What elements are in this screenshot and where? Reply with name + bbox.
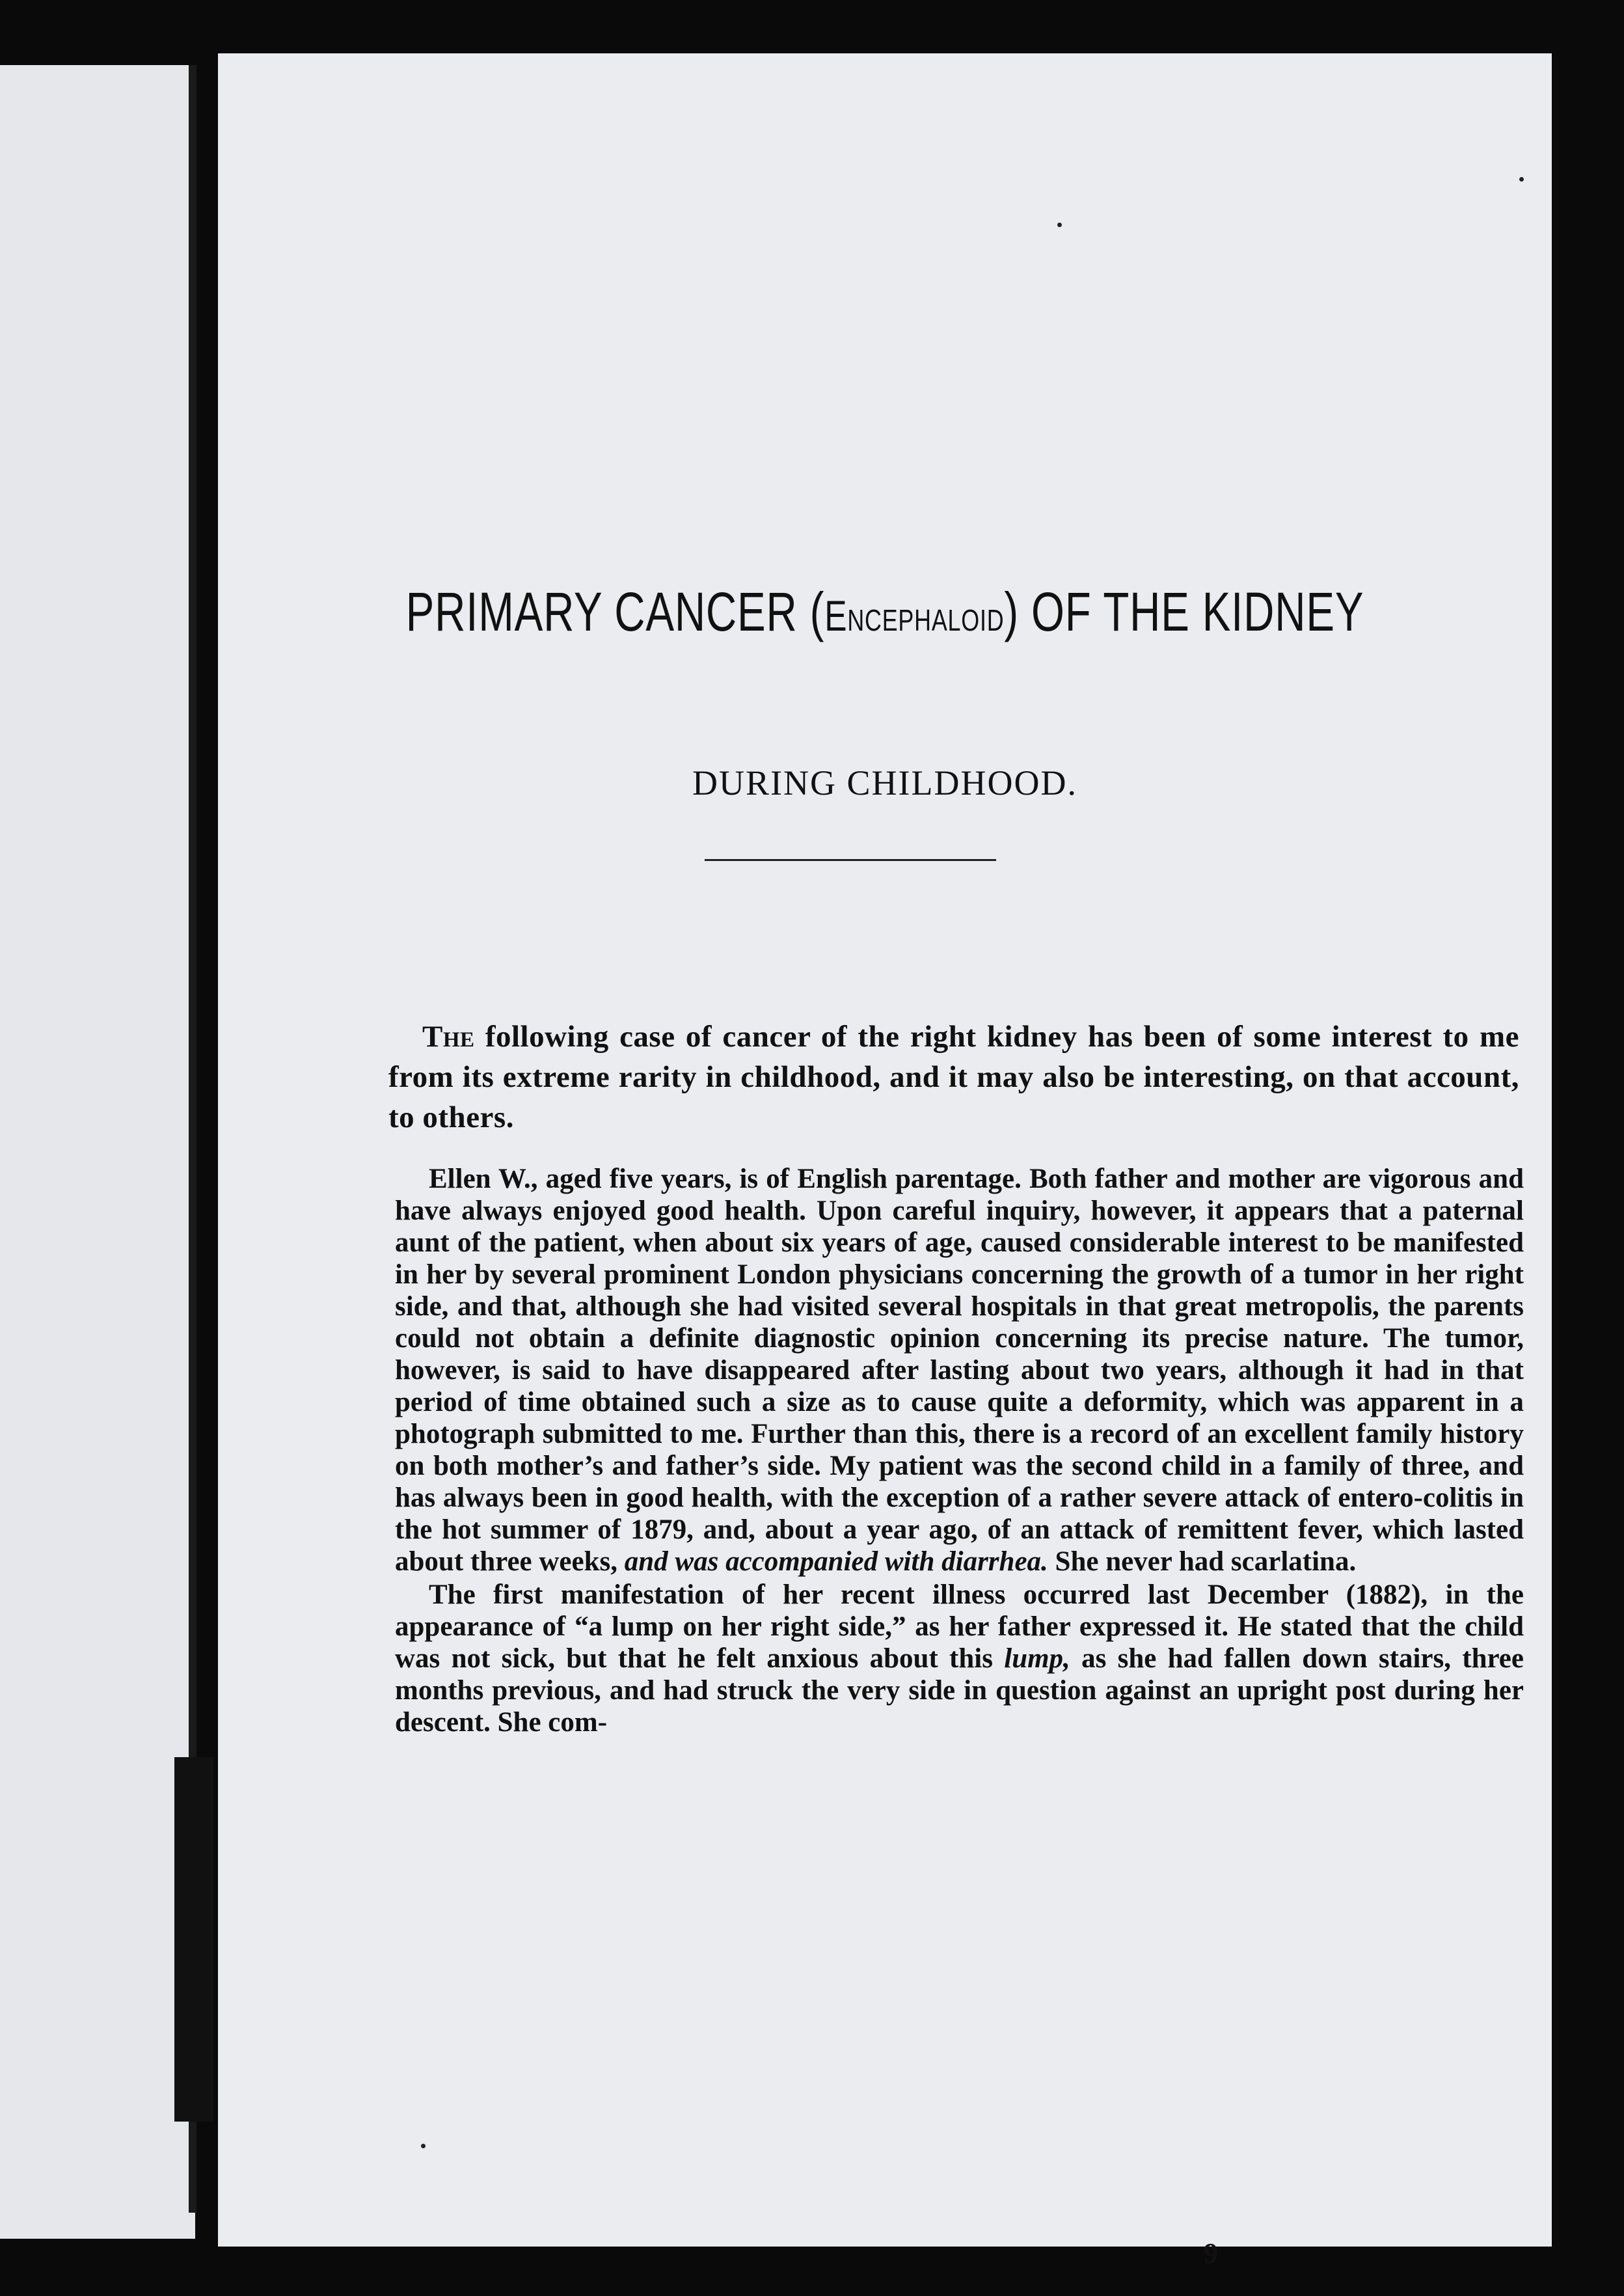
title-rule (705, 859, 996, 861)
p1-text-b: She never had scarlatina. (1048, 1546, 1357, 1577)
intro-text: following case of cancer of the right kidney has been of some interest to me from its extreme rarity in childhood, and it may also be interesting, on that account, to others. (388, 1020, 1519, 1134)
print-speck (1519, 177, 1524, 182)
title-part-c: ) OF THE KIDNEY (1004, 581, 1364, 642)
p2-text-a: The first manifestation of her recent illness occurred last December (1882), in the appearance of “a lump on her right side,” as her father expressed it. He stated that the child was not sick, but that he felt anxious about this (395, 1579, 1524, 1674)
title-part-b: Encephaloid (824, 592, 1005, 640)
intro-lead-word: The (422, 1020, 475, 1054)
title-part-a: PRIMARY CANCER ( (405, 581, 825, 642)
article-subtitle: DURING CHILDHOOD. (692, 763, 1077, 802)
page-number: 9 (1204, 2237, 1218, 2269)
print-speck (421, 2144, 426, 2148)
p1-text-a: Ellen W., aged five years, is of English parentage. Both father and mother are vigorous and have always enjoyed good health. Upon careful inquiry, however, it appears that a paternal aunt of the patient, when about six years of age, caused considerable interest to be manifested in her by several prominent London physicians concerning the growth of a tumor in her right side, and that, although she had visited several hospitals in that great metropolis, the parents could not obtain a definite diagnostic opinion concerning its precise nature. The tumor, however, is said to have disappeared after lasting about two years, although it had in that period of time obtained such a size as to cause quite a deformity, which was apparent in a photograph submitted to me. Further than this, there is a record of an excellent family history on both mother’s and father’s side. My patient was the second child in a family of three, and has always been in good health, with the exception of a rather severe attack of entero-colitis in the hot summer of 1879, and, about a year ago, of an attack of remittent fever, which lasted about three weeks, (395, 1164, 1524, 1577)
p2-text-b: as she had fallen down stairs, three months previous, and had struck the very side in question against an upright post during her descent. She com- (395, 1643, 1524, 1738)
p2-italic: lump, (1004, 1643, 1070, 1674)
binding-shadow (174, 1757, 213, 2122)
body-paragraph-2 (395, 1579, 1524, 1738)
facing-page-edge (0, 65, 195, 2239)
body-paragraph-1 (395, 1163, 1524, 1578)
book-page (218, 53, 1552, 2269)
print-speck (1057, 223, 1062, 227)
body-text (395, 1163, 1524, 1738)
intro-paragraph (388, 1017, 1519, 1138)
article-title (365, 581, 1405, 644)
p1-italic: and was accompanied with diarrhea. (624, 1546, 1048, 1577)
